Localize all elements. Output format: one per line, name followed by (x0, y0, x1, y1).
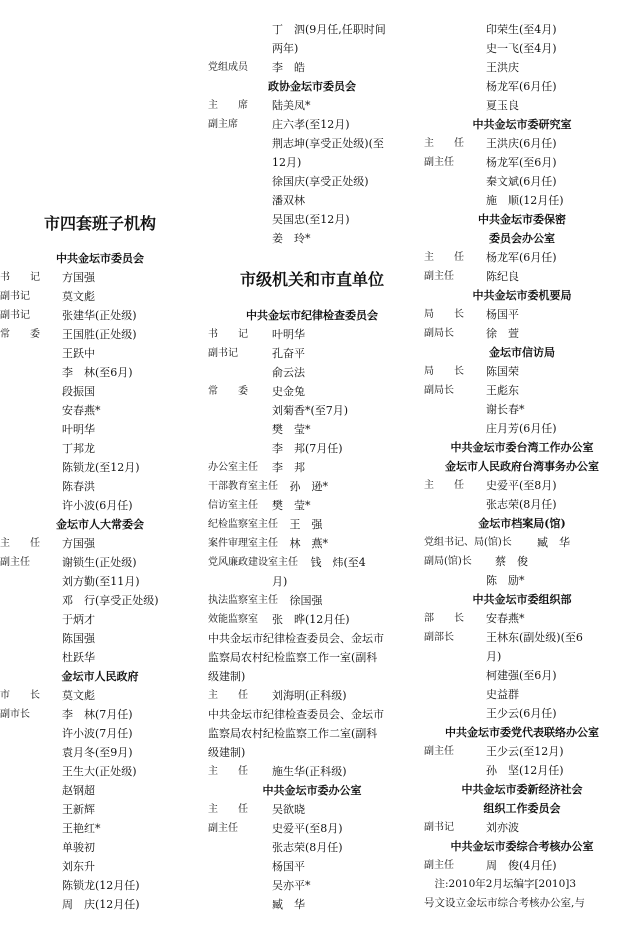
person-row (424, 571, 620, 590)
person-row (424, 704, 620, 723)
org-title: 金坛市人大常委会 (56, 518, 144, 531)
person-row (208, 686, 416, 705)
person-row (424, 400, 620, 419)
person-row (208, 572, 416, 591)
person-row (0, 819, 200, 838)
person-name: 史益群 (486, 688, 519, 701)
person-name: 臧 华 (537, 536, 570, 549)
person-name: 许小波(7月任) (62, 727, 133, 740)
person-name: 施生华(正科级) (272, 765, 347, 778)
org-name (424, 780, 620, 799)
person-row (0, 705, 200, 724)
person-name: 姜 玲* (272, 232, 311, 245)
person-row (208, 876, 416, 895)
person-row (208, 382, 416, 401)
person-row (0, 382, 200, 401)
person-row (0, 553, 200, 572)
position-title: 副书记 (208, 348, 238, 359)
org-title: 中共金坛市委员会 (56, 252, 144, 265)
person-row (208, 895, 416, 914)
person-row (424, 818, 620, 837)
person-row (208, 762, 416, 781)
position-title: 市 长 (0, 690, 40, 701)
person-row (0, 876, 200, 895)
org-name (424, 210, 620, 229)
person-row (0, 306, 200, 325)
person-name: 莫文彪 (62, 290, 95, 303)
position-title: 主 任 (424, 138, 464, 149)
person-row (0, 439, 200, 458)
position-title: 局 长 (424, 366, 464, 377)
position-title: 常 委 (0, 329, 40, 340)
person-row (0, 534, 200, 553)
person-row (208, 39, 416, 58)
person-row (424, 856, 620, 875)
person-row (208, 800, 416, 819)
person-name: 杨龙军(至6月) (486, 156, 557, 169)
person-name: 刘亦波 (486, 821, 519, 834)
person-name: 安春燕* (486, 612, 525, 625)
person-name: 刘东升 (62, 860, 95, 873)
org-name (424, 799, 620, 818)
position-title: 主 任 (424, 480, 464, 491)
person-name: 王洪庆(6月任) (486, 137, 557, 150)
position-title: 副主任 (0, 557, 30, 568)
org-name (424, 438, 620, 457)
person-row (424, 381, 620, 400)
org-title: 中共金坛市委办公室 (262, 784, 362, 797)
person-row (424, 533, 620, 552)
person-row (0, 686, 200, 705)
person-row (208, 591, 416, 610)
person-row (208, 610, 416, 629)
org-name-long: 中共金坛市纪律检查委员会、金坛市 (208, 632, 384, 645)
section-heading: 市四套班子机构 (43, 214, 156, 233)
person-name: 王少云(6月任) (486, 707, 557, 720)
position-title: 主 任 (208, 766, 248, 777)
position-title: 副主任 (208, 823, 238, 834)
person-name: 张志荣(8月任) (272, 841, 343, 854)
person-row (0, 857, 200, 876)
person-row (208, 496, 416, 515)
person-name: 孙 逊* (289, 480, 328, 493)
person-row (424, 419, 620, 438)
person-row (424, 552, 620, 571)
person-name: 许小波(6月任) (62, 499, 133, 512)
position-title: 党组成员 (208, 62, 248, 73)
person-name: 周 庆(12月任) (62, 898, 140, 911)
person-row (0, 572, 200, 591)
org-name (208, 77, 416, 96)
position-title: 副局(馆)长 (424, 556, 472, 567)
person-row (424, 609, 620, 628)
person-row (424, 153, 620, 172)
person-row (0, 838, 200, 857)
org-name-long: 级建制) (208, 746, 246, 759)
person-name: 钱 炜(至4 (310, 556, 366, 569)
org-title: 委员会办公室 (489, 232, 555, 245)
person-name: 叶明华 (272, 328, 305, 341)
person-row (424, 666, 620, 685)
person-name: 樊 莹* (272, 423, 311, 436)
person-name: 于炳才 (62, 613, 95, 626)
person-name: 谢锁生(正处级) (62, 556, 137, 569)
person-name: 俞云法 (272, 366, 305, 379)
position-title: 案件审理室主任 (208, 538, 278, 549)
person-name: 刘菊香*(至7月) (272, 404, 349, 417)
person-name: 丁 泗(9月任,任职时间 (272, 23, 386, 36)
org-name-long: 监察局农村纪检监察工作一室(副科 (208, 651, 378, 664)
person-row (424, 324, 620, 343)
person-name: 刘方勤(至11月) (62, 575, 140, 588)
org-name (424, 115, 620, 134)
position-title: 效能监察室 (208, 614, 258, 625)
person-name: 陈锁龙(12月任) (62, 879, 140, 892)
person-name: 庄六孝(至12月) (272, 118, 350, 131)
person-name: 庄月芳(6月任) (486, 422, 557, 435)
person-row (424, 191, 620, 210)
person-name: 史金兔 (272, 385, 305, 398)
person-row (424, 134, 620, 153)
person-row (0, 458, 200, 477)
person-name: 徐国强 (289, 594, 323, 607)
person-row (0, 629, 200, 648)
position-title: 部 长 (424, 613, 464, 624)
person-name: 谢长春* (486, 403, 525, 416)
org-title: 中共金坛市纪律检查委员会 (246, 309, 378, 322)
person-row (424, 742, 620, 761)
org-title: 政协金坛市委员会 (268, 80, 356, 93)
person-row (208, 153, 416, 172)
person-row (424, 305, 620, 324)
person-row (424, 362, 620, 381)
person-name: 印荣生(至4月) (486, 23, 557, 36)
org-title: 中共金坛市委组织部 (472, 593, 572, 606)
org-name-long: 级建制) (208, 670, 246, 683)
person-row (0, 800, 200, 819)
person-name: 王彪东 (486, 384, 519, 397)
person-row (208, 439, 416, 458)
position-title: 副书记 (424, 822, 454, 833)
note-text: 注:2010年2月坛编字[2010]3 (424, 878, 577, 890)
person-name: 秦文斌(6月任) (486, 175, 557, 188)
person-name: 杨国平 (272, 860, 305, 873)
person-row (0, 591, 200, 610)
person-name: 杨龙军(6月任) (486, 251, 557, 264)
position-title: 信访室主任 (208, 500, 258, 511)
position-title: 副局长 (424, 385, 454, 396)
org-title: 中共金坛市委台湾工作办公室 (450, 441, 594, 454)
person-name: 吴国忠(至12月) (272, 213, 350, 226)
person-name: 李 邦(7月任) (272, 442, 343, 455)
person-row (208, 20, 416, 39)
person-row (208, 857, 416, 876)
person-name: 夏玉良 (486, 99, 519, 112)
position-title: 办公室主任 (208, 462, 258, 473)
person-row (0, 287, 200, 306)
position-title: 主 任 (0, 538, 40, 549)
person-name: 王艳红* (62, 822, 101, 835)
person-name: 蔡 俊 (495, 555, 528, 568)
org-name (424, 514, 620, 533)
org-name (424, 590, 620, 609)
position-title: 纪检监察室主任 (208, 519, 278, 530)
person-row (0, 420, 200, 439)
person-row (208, 344, 416, 363)
org-title: 金坛市信访局 (489, 346, 555, 359)
position-title: 副市长 (0, 709, 30, 720)
person-row (0, 724, 200, 743)
org-title: 金坛市档案局(馆) (478, 517, 566, 530)
person-row (208, 229, 416, 248)
person-name: 徐 萱 (486, 327, 519, 340)
person-row (424, 685, 620, 704)
person-row (424, 20, 620, 39)
position-title: 副主任 (424, 271, 454, 282)
person-name: 月) (272, 575, 288, 588)
position-title: 党组书记、局(馆)长 (424, 537, 512, 548)
person-row (208, 838, 416, 857)
person-row (0, 401, 200, 420)
org-title: 组织工作委员会 (483, 802, 561, 815)
person-name: 陈春洪 (62, 480, 95, 493)
person-name: 陈国强 (62, 632, 95, 645)
person-row (0, 496, 200, 515)
person-name: 荆志坤(享受正处级)(至 (272, 137, 384, 150)
person-name: 陈纪良 (486, 270, 519, 283)
person-row (208, 401, 416, 420)
person-name: 杜跃华 (62, 651, 95, 664)
person-row (208, 210, 416, 229)
person-row (424, 476, 620, 495)
person-name: 樊 莹* (272, 499, 311, 512)
position-title: 主 任 (208, 690, 248, 701)
position-title: 书 记 (0, 272, 40, 283)
person-name: 吴欲晓 (272, 803, 305, 816)
position-title: 副主任 (424, 860, 454, 871)
person-row (424, 77, 620, 96)
person-name: 陆美凤* (272, 99, 311, 112)
person-name: 臧 华 (272, 898, 305, 911)
person-name: 方国强 (62, 537, 95, 550)
person-row (424, 58, 620, 77)
person-row (208, 819, 416, 838)
person-name: 潘双林 (272, 194, 305, 207)
person-name: 张 晔(12月任) (272, 613, 350, 626)
person-row (0, 648, 200, 667)
person-name: 王 强 (289, 518, 323, 531)
org-name (424, 837, 620, 856)
person-row (208, 515, 416, 534)
person-name: 李 邦 (272, 461, 305, 474)
person-name: 莫文彪 (62, 689, 95, 702)
person-name: 两年) (272, 42, 299, 55)
position-title: 副书记 (0, 310, 30, 321)
org-name-long: 中共金坛市纪律检查委员会、金坛市 (208, 708, 384, 721)
person-name: 史爱平(至8月) (486, 479, 557, 492)
position-title: 副部长 (424, 632, 454, 643)
person-name: 袁月冬(至9月) (62, 746, 133, 759)
person-row (424, 267, 620, 286)
person-row (208, 58, 416, 77)
position-title: 副局长 (424, 328, 454, 339)
org-name (0, 667, 200, 686)
position-title: 干部教育室主任 (208, 481, 278, 492)
org-name (424, 457, 620, 476)
position-title: 副主席 (208, 119, 238, 130)
person-row (0, 477, 200, 496)
person-name: 史爱平(至8月) (272, 822, 343, 835)
person-row (0, 895, 200, 914)
org-title: 中共金坛市委党代表联络办公室 (445, 726, 599, 739)
person-name: 月) (486, 650, 502, 663)
person-name: 孙 坚(12月任) (486, 764, 564, 777)
person-name: 王国胜(正处级) (62, 328, 137, 341)
position-title: 主 任 (208, 804, 248, 815)
note-text: 号文设立金坛市综合考核办公室,与 (424, 897, 585, 909)
person-row (424, 39, 620, 58)
section-heading: 市级机关和市直单位 (239, 270, 384, 289)
person-name: 赵钢超 (62, 784, 95, 797)
person-name: 杨龙军(6月任) (486, 80, 557, 93)
person-row (208, 420, 416, 439)
person-name: 邓 行(享受正处级) (62, 594, 159, 607)
person-row (424, 96, 620, 115)
person-row (0, 610, 200, 629)
person-row (424, 761, 620, 780)
person-name: 史一飞(至4月) (486, 42, 557, 55)
person-name: 丁邦龙 (62, 442, 95, 455)
position-title: 副主任 (424, 157, 454, 168)
position-title: 局 长 (424, 309, 464, 320)
person-row (208, 363, 416, 382)
person-name: 叶明华 (62, 423, 95, 436)
person-name: 陈国荣 (486, 365, 519, 378)
position-title: 副书记 (0, 291, 30, 302)
person-name: 王洪庆 (486, 61, 519, 74)
org-title: 中共金坛市委机要局 (472, 289, 572, 302)
person-row (0, 762, 200, 781)
person-row (424, 495, 620, 514)
person-name: 张建华(正处级) (62, 309, 137, 322)
person-row (208, 458, 416, 477)
person-row (208, 534, 416, 553)
person-name: 李 林(7月任) (62, 708, 133, 721)
person-row (0, 268, 200, 287)
person-row (208, 96, 416, 115)
person-row (424, 628, 620, 647)
org-title: 中共金坛市委新经济社会 (461, 783, 583, 796)
org-name (0, 249, 200, 268)
person-row (208, 172, 416, 191)
position-title: 党风廉政建设室主任 (208, 557, 298, 568)
person-name: 吴亦平* (272, 879, 311, 892)
position-title: 主 席 (208, 100, 248, 111)
person-name: 陈锁龙(至12月) (62, 461, 140, 474)
org-name (424, 229, 620, 248)
person-row (208, 134, 416, 153)
person-row (424, 647, 620, 666)
person-row (208, 115, 416, 134)
org-title: 金坛市人民政府台湾事务办公室 (445, 460, 599, 473)
person-row (0, 325, 200, 344)
person-name: 方国强 (62, 271, 95, 284)
person-name: 安春燕* (62, 404, 101, 417)
person-name: 刘海明(正科级) (272, 689, 347, 702)
position-title: 副主任 (424, 746, 454, 757)
person-row (0, 363, 200, 382)
org-name (0, 515, 200, 534)
org-title: 中共金坛市委保密 (478, 213, 566, 226)
org-title: 中共金坛市委研究室 (472, 118, 572, 131)
person-name: 张志荣(8月任) (486, 498, 557, 511)
person-row (424, 172, 620, 191)
person-name: 李 林(至6月) (62, 366, 133, 379)
person-name: 王跃中 (62, 347, 95, 360)
person-row (0, 781, 200, 800)
person-name: 徐国庆(享受正处级) (272, 175, 369, 188)
person-name: 杨国平 (486, 308, 519, 321)
org-name (424, 723, 620, 742)
person-row (0, 344, 200, 363)
person-name: 单骏初 (62, 841, 95, 854)
person-row (424, 248, 620, 267)
org-title: 中共金坛市委综合考核办公室 (450, 840, 594, 853)
person-row (208, 477, 416, 496)
person-name: 周 俊(4月任) (486, 859, 557, 872)
org-title: 金坛市人民政府 (61, 670, 139, 683)
person-row (0, 743, 200, 762)
person-name: 李 皓 (272, 61, 305, 74)
position-title: 常 委 (208, 386, 248, 397)
person-name: 王林东(副处级)(至6 (486, 631, 583, 644)
person-name: 王生大(正处级) (62, 765, 137, 778)
org-name (208, 306, 416, 325)
person-name: 林 燕* (289, 537, 328, 550)
person-name: 王少云(至12月) (486, 745, 564, 758)
person-name: 12月) (272, 156, 302, 169)
person-name: 柯建强(至6月) (486, 669, 557, 682)
org-name-long: 监察局农村纪检监察工作二室(副科 (208, 727, 378, 740)
person-name: 陈 励* (486, 574, 525, 587)
person-name: 孔奋平 (272, 347, 305, 360)
org-name (424, 286, 620, 305)
position-title: 主 任 (424, 252, 464, 263)
person-row (208, 325, 416, 344)
org-name (208, 781, 416, 800)
person-name: 王新辉 (62, 803, 95, 816)
position-title: 书 记 (208, 329, 248, 340)
person-name: 施 顺(12月任) (486, 194, 564, 207)
position-title: 执法监察室主任 (208, 595, 278, 606)
person-row (208, 191, 416, 210)
org-name (424, 343, 620, 362)
person-row (208, 553, 416, 572)
person-name: 段振国 (62, 385, 95, 398)
